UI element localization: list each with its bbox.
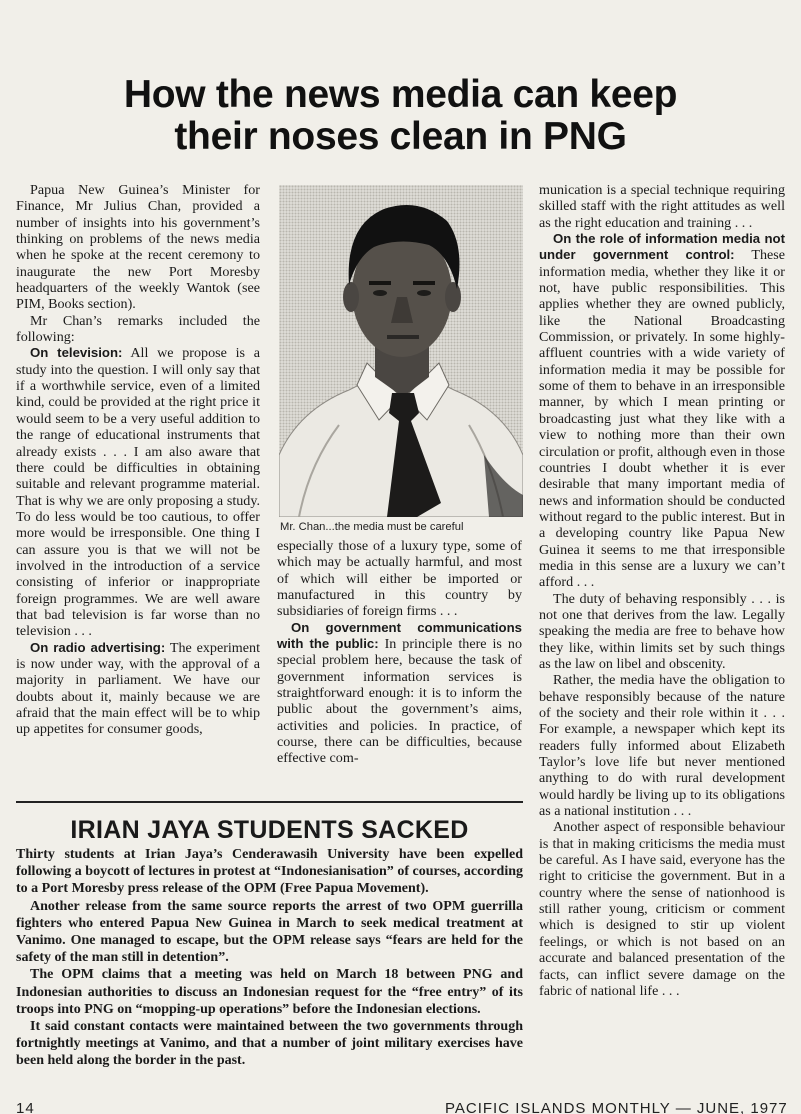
page-number: 14 (16, 1100, 35, 1114)
criticism-paragraph: Another aspect of responsible behaviour is that in making criticisms the media must be careful. As I have said, everyone has the right to criticise the government. But in a country where the sense of nationhood is still rather young, criticism or comment which is designed to stir up violent feelings, or which is not based on an accurate and balanced presentation of the facts, can inflict severe damage on the fabric of national life . . . (539, 819, 785, 999)
meeting-paragraph: The OPM claims that a meeting was held on March 18 between PNG and Indonesian authorities to discuss an Indonesian request for the “free entry” of its troops into PNG on “mopping-up operations” before the Indonesian elections. (16, 967, 523, 1017)
information-media-paragraph (539, 231, 785, 591)
portrait-illustration (279, 185, 523, 517)
sidebar-headline: IRIAN JAYA STUDENTS SACKED (70, 816, 469, 844)
information-media-text: These information media, whether they like it or not, have public responsibilities. This applies whether they are owned publicly, like the National Broadcasting Commission, or privately. In some highly-affluent countries with a wide variety of information media it may be possible for some of them to behave in an irresponsible manner, by which I mean printing or broadcasting just what they like with a view to nothing more than their own circulation or profit, although even in those countries I doubt whether it is ever desirable that many important media of news and information should be conducted without regard to the public interest. But in a developing country like Papua New Guinea it seems to me that irresponsible media in this sense are a luxury we can’t afford . . . (539, 247, 786, 591)
government-subhead: On government communications with the public: (277, 619, 522, 652)
communication-paragraph: munication is a special technique requiring skilled staff with the right attitudes as well as the right education and training . . . (539, 182, 785, 231)
article-column-2 (277, 538, 522, 767)
intro-paragraph: Papua New Guinea’s Minister for Finance, Mr Julius Chan, provided a number of insights into his government’s thinking on problems of the news media when he spoke at the recent ceremony to inaugurate the new Port Moresby headquarters of the weekly Wantok (see PIM, Books section). (16, 182, 260, 313)
luxury-paragraph: especially those of a luxury type, some of which may be actually harmful, and most of which will either be imported or manufactured in this country by subsidiaries of foreign firms . . . (277, 538, 522, 620)
radio-text: The experiment is now under way, with the approval of a majority in parliament. We have our doubts about it, mainly because we are afraid that the main effect will be to whip up appetites for consumer goods, (16, 639, 260, 738)
students-paragraph: Thirty students at Irian Jaya’s Cenderawasih University have been expelled following a boycott of lectures in protest at “Indonesianisation” of courses, according to a Port Moresby press release of the OPM (Free Papua Movement). (16, 847, 523, 897)
article-column-1 (16, 182, 260, 738)
duty-paragraph: The duty of behaving responsibly . . . is not one that derives from the law. Legally speaking the media are free to behave how they like, within limits set by such things as the law on libel and obscenity. (539, 590, 785, 672)
television-subhead: On television: (30, 345, 123, 361)
photo-caption: Mr. Chan...the media must be careful (280, 521, 464, 533)
government-text: In principle there is no special problem here, because the task of government information services is straightforward enough: it is to inform the public about the government’s aims, activities and policies. In practice, of course, there can be difficulties, because effective com- (277, 636, 522, 767)
information-media-subhead: On the role of information media not under government control: (539, 231, 785, 263)
obligation-paragraph: Rather, the media have the obligation to behave responsibly because of the nature of the society and their role within it . . . For example, a newspaper which kept its readers fully informed about Elizabeth Taylor’s love life but never mentioned anything to do with rural development would hardly be living up to its obligations as a national institution . . . (539, 672, 785, 820)
headline-line-1: How the news media can keep (123, 73, 678, 116)
radio-subhead: On radio advertising: (30, 639, 166, 655)
remarks-paragraph: Mr Chan’s remarks included the following: (16, 312, 260, 346)
magazine-footer: PACIFIC ISLANDS MONTHLY — JUNE, 1977 (445, 1100, 788, 1114)
article-column-3 (539, 182, 785, 999)
contacts-paragraph: It said constant contacts were maintained between the two governments through fortnightly meetings at Vanimo, and that a number of joint military exercises have been held along the border in the past. (16, 1019, 523, 1069)
headline-line-2: their noses clean in PNG (174, 115, 627, 158)
article-headline (40, 74, 761, 158)
television-paragraph (16, 345, 260, 639)
irian-jaya-story (16, 846, 523, 1070)
section-divider (16, 801, 523, 803)
radio-paragraph (16, 640, 260, 738)
arrest-paragraph: Another release from the same source reports the arrest of two OPM guerrilla fighters who entered Papua New Guinea in March to seek medical treatment at Vanimo. One managed to escape, but the OPM release says “fears are held for the safety of the man still in detention”. (16, 898, 523, 966)
portrait-photo (279, 185, 523, 517)
government-paragraph (277, 620, 522, 767)
television-text: All we propose is a study into the question. I will only say that if a worthwhile service, even of a limited kind, could be provided at the right price it would seem to be a very useful addition to the range of educational instruments that already exists . . . I am also aware that there could be difficulties in obtaining suitable and relevant programme material. That is why we are only proposing a study. To do less would be too cautious, to offer more would be irresponsible. One thing I can assure you is that we will not be involved in the introduction of a service consisting of inferior or inappropriate foreign programmes. We are well aware that bad television is far worse than no television . . . (16, 345, 260, 640)
